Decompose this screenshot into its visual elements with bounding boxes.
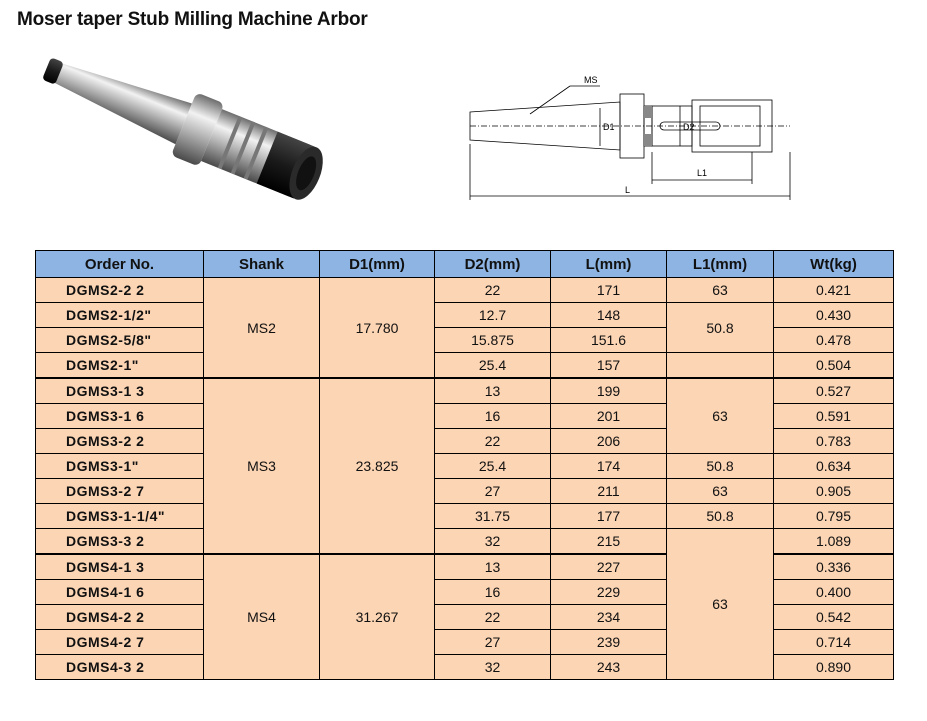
order-no-cell: DGMS3-1"	[36, 454, 204, 479]
shank-cell: MS3	[204, 378, 320, 554]
drawing-label-d1: D1	[603, 122, 615, 132]
order-no-cell: DGMS4-3 2	[36, 655, 204, 680]
drawing-label-ms: MS	[584, 75, 598, 85]
wt-cell: 1.089	[774, 529, 894, 555]
d2-cell: 12.7	[435, 303, 551, 328]
header-d2: D2(mm)	[435, 251, 551, 278]
header-d1: D1(mm)	[320, 251, 435, 278]
l-cell: 201	[551, 404, 667, 429]
wt-cell: 0.591	[774, 404, 894, 429]
order-no-cell: DGMS2-5/8"	[36, 328, 204, 353]
order-no-cell: DGMS3-1 3	[36, 378, 204, 404]
order-no-cell: DGMS2-1/2"	[36, 303, 204, 328]
l-cell: 174	[551, 454, 667, 479]
l-cell: 243	[551, 655, 667, 680]
l-cell: 206	[551, 429, 667, 454]
d2-cell: 27	[435, 479, 551, 504]
d2-cell: 32	[435, 655, 551, 680]
page-title: Moser taper Stub Milling Machine Arbor	[17, 9, 368, 30]
l1-cell: 50.8	[667, 504, 774, 529]
wt-cell: 0.714	[774, 630, 894, 655]
drawing-label-d2: D2	[683, 122, 695, 132]
l-cell: 171	[551, 278, 667, 303]
l1-cell: 63	[667, 529, 774, 680]
l-cell: 229	[551, 580, 667, 605]
d2-cell: 22	[435, 605, 551, 630]
l1-cell: 63	[667, 278, 774, 303]
wt-cell: 0.336	[774, 554, 894, 580]
order-no-cell: DGMS3-1-1/4"	[36, 504, 204, 529]
d2-cell: 22	[435, 278, 551, 303]
order-no-cell: DGMS4-1 6	[36, 580, 204, 605]
d2-cell: 27	[435, 630, 551, 655]
order-no-cell: DGMS3-3 2	[36, 529, 204, 555]
order-no-cell: DGMS2-2 2	[36, 278, 204, 303]
table-row	[36, 378, 894, 404]
spec-table	[35, 250, 894, 680]
d2-cell: 22	[435, 429, 551, 454]
l-cell: 199	[551, 378, 667, 404]
wt-cell: 0.542	[774, 605, 894, 630]
wt-cell: 0.527	[774, 378, 894, 404]
l1-cell: 50.8	[667, 303, 774, 353]
order-no-cell: DGMS4-1 3	[36, 554, 204, 580]
d1-cell: 17.780	[320, 278, 435, 379]
wt-cell: 0.795	[774, 504, 894, 529]
wt-cell: 0.478	[774, 328, 894, 353]
d2-cell: 13	[435, 554, 551, 580]
d1-cell: 23.825	[320, 378, 435, 554]
table-row	[36, 479, 894, 504]
d2-cell: 16	[435, 404, 551, 429]
shank-cell: MS2	[204, 278, 320, 379]
order-no-cell: DGMS3-2 2	[36, 429, 204, 454]
l-cell: 239	[551, 630, 667, 655]
d2-cell: 25.4	[435, 454, 551, 479]
table-row	[36, 529, 894, 555]
l1-cell: 50.8	[667, 454, 774, 479]
l-cell: 157	[551, 353, 667, 379]
l-cell: 211	[551, 479, 667, 504]
wt-cell: 0.400	[774, 580, 894, 605]
wt-cell: 0.634	[774, 454, 894, 479]
wt-cell: 0.430	[774, 303, 894, 328]
l1-cell: 63	[667, 479, 774, 504]
table-row	[36, 278, 894, 303]
l-cell: 148	[551, 303, 667, 328]
header-shank: Shank	[204, 251, 320, 278]
header-l1: L1(mm)	[667, 251, 774, 278]
table-row	[36, 504, 894, 529]
l-cell: 227	[551, 554, 667, 580]
order-no-cell: DGMS4-2 2	[36, 605, 204, 630]
order-no-cell: DGMS3-2 7	[36, 479, 204, 504]
wt-cell: 0.783	[774, 429, 894, 454]
l1-cell: 63	[667, 378, 774, 454]
wt-cell: 0.504	[774, 353, 894, 379]
wt-cell: 0.421	[774, 278, 894, 303]
order-no-cell: DGMS2-1"	[36, 353, 204, 379]
header-l: L(mm)	[551, 251, 667, 278]
drawing-label-l1: L1	[697, 168, 708, 178]
table-row	[36, 353, 894, 379]
drawing-label-l: L	[625, 185, 631, 195]
l1-cell-empty	[667, 353, 774, 379]
wt-cell: 0.905	[774, 479, 894, 504]
shank-cell: MS4	[204, 554, 320, 680]
header-order-no: Order No.	[36, 251, 204, 278]
table-header-row	[36, 251, 894, 278]
d2-cell: 32	[435, 529, 551, 555]
table-row	[36, 454, 894, 479]
d2-cell: 25.4	[435, 353, 551, 379]
table-row	[36, 303, 894, 328]
order-no-cell: DGMS4-2 7	[36, 630, 204, 655]
d2-cell: 15.875	[435, 328, 551, 353]
l-cell: 177	[551, 504, 667, 529]
l-cell: 151.6	[551, 328, 667, 353]
d2-cell: 13	[435, 378, 551, 404]
technical-drawing	[460, 72, 800, 212]
l-cell: 215	[551, 529, 667, 555]
d2-cell: 16	[435, 580, 551, 605]
wt-cell: 0.890	[774, 655, 894, 680]
header-wt: Wt(kg)	[774, 251, 894, 278]
l-cell: 234	[551, 605, 667, 630]
arbor-photo	[30, 55, 350, 215]
order-no-cell: DGMS3-1 6	[36, 404, 204, 429]
d1-cell: 31.267	[320, 554, 435, 680]
d2-cell: 31.75	[435, 504, 551, 529]
